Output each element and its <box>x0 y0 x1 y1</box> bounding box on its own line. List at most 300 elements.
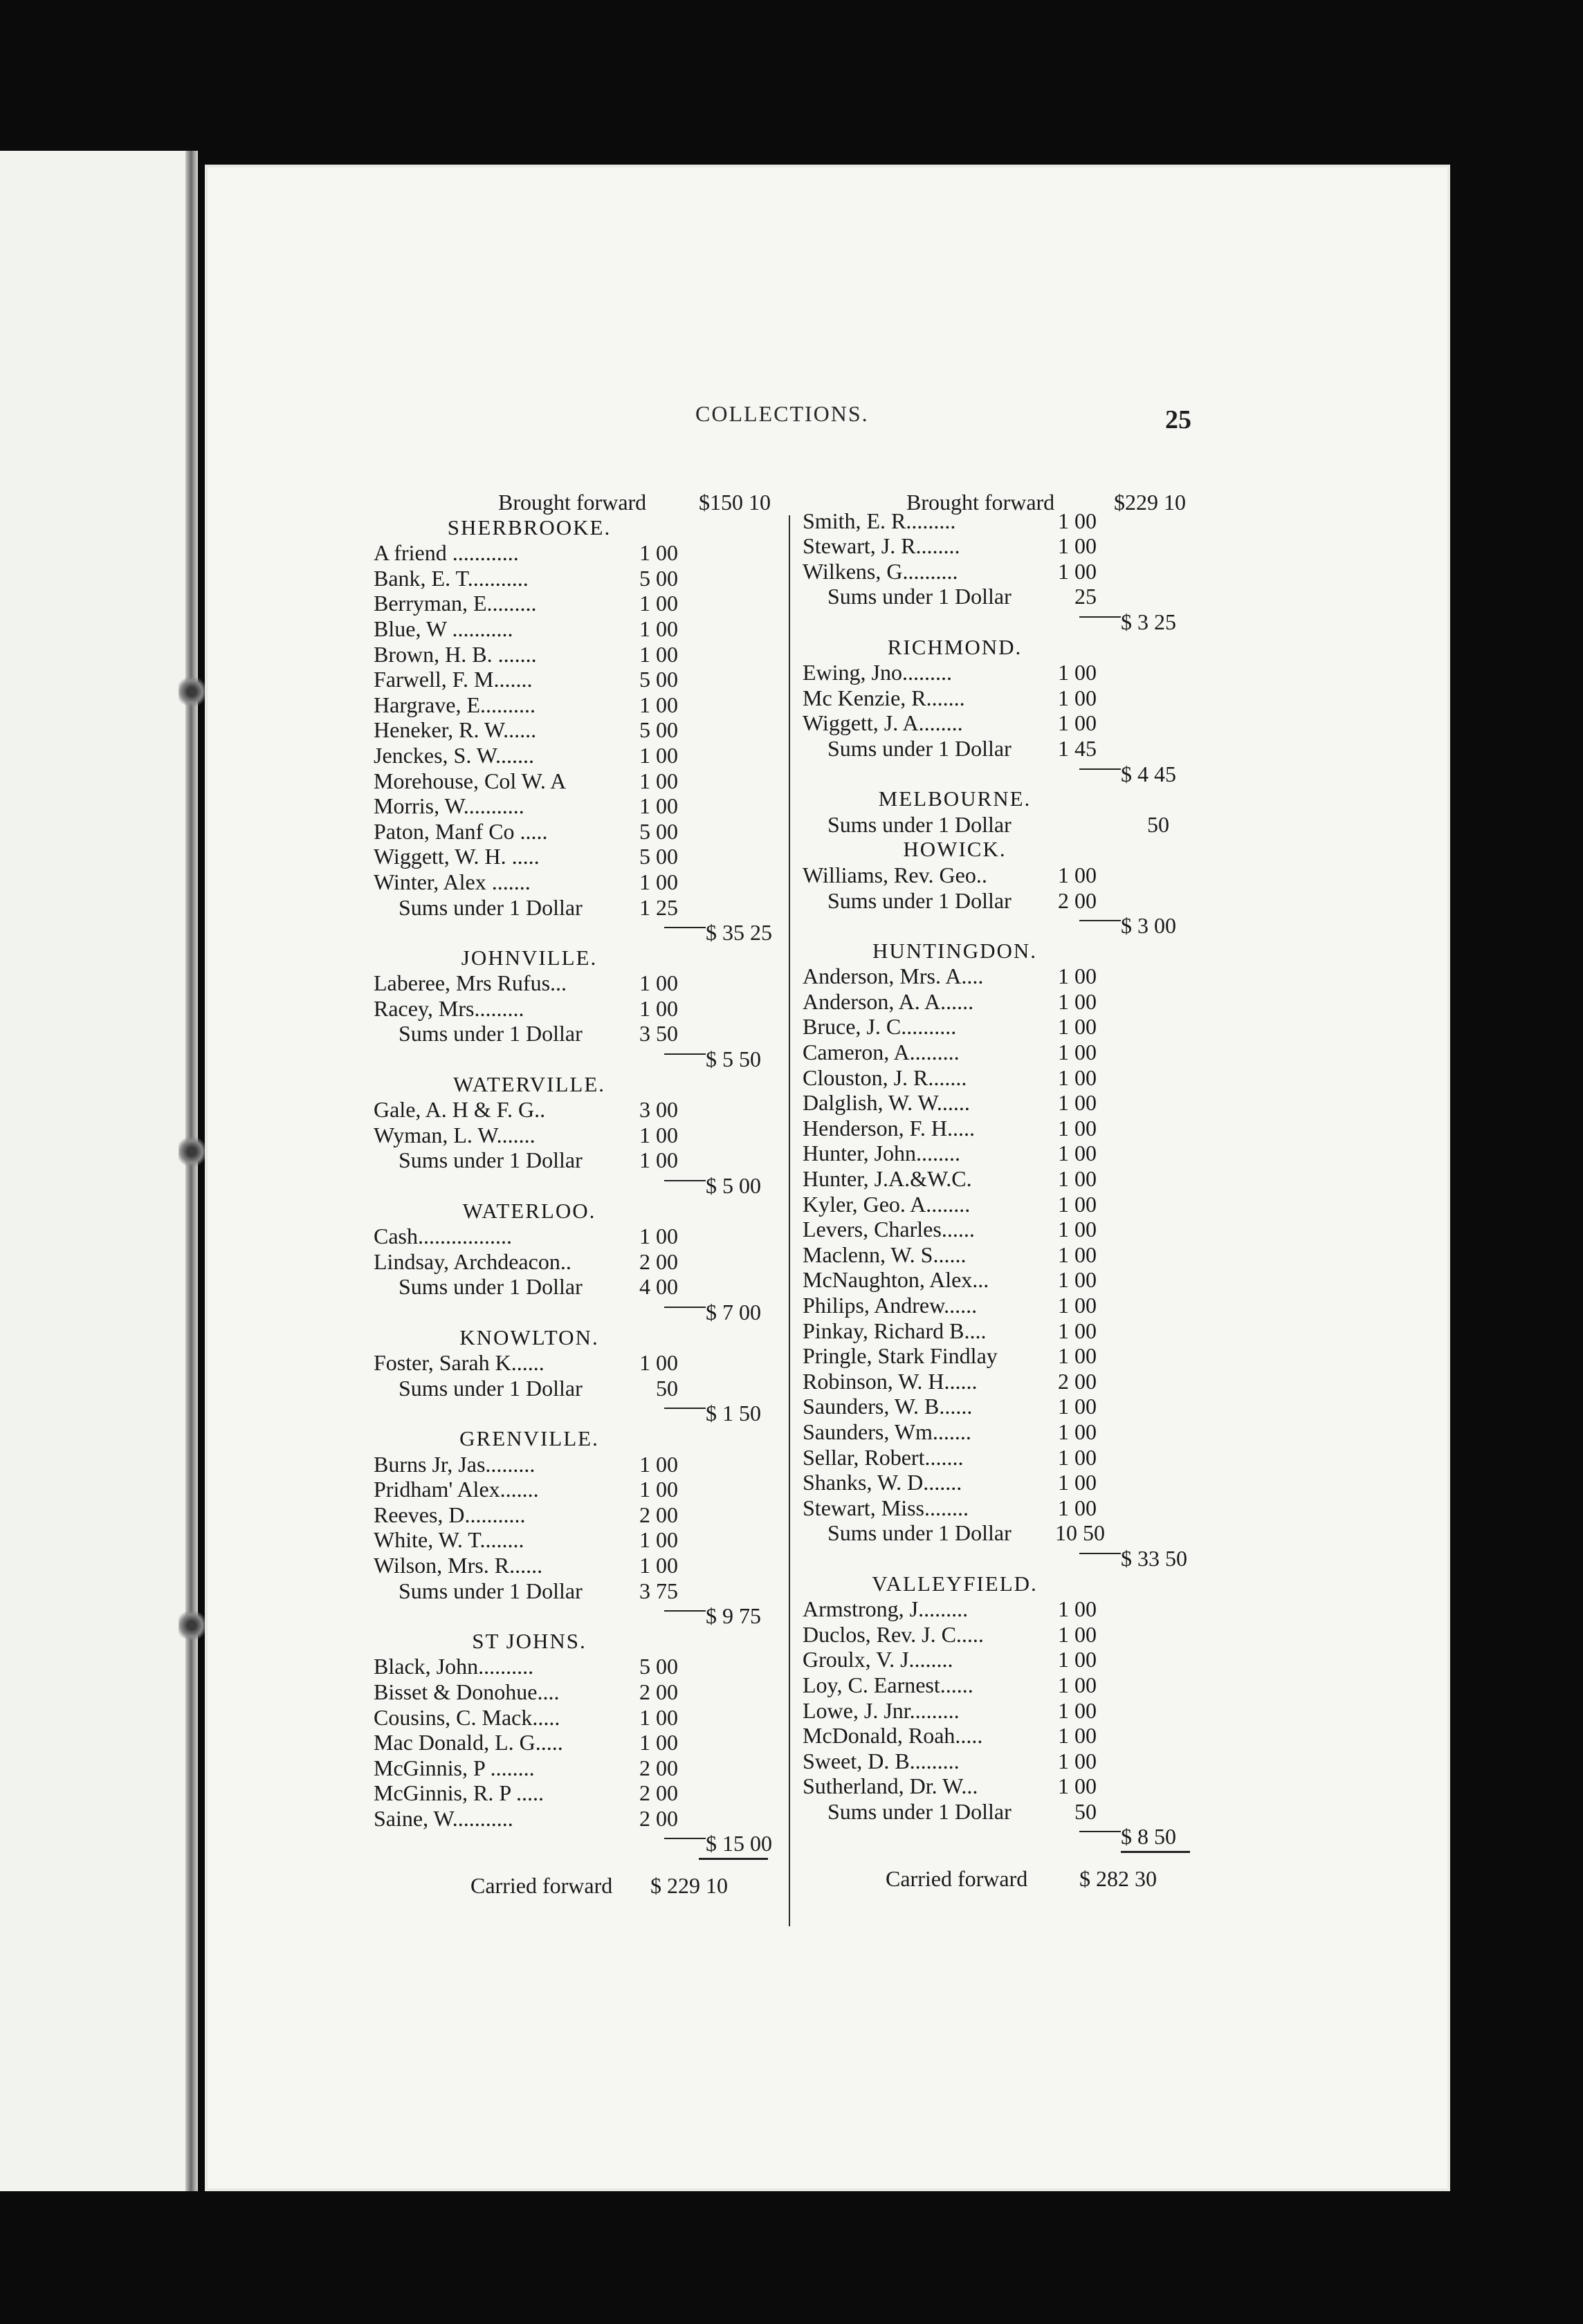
subtotal-rule <box>1079 768 1121 770</box>
contributor-name: Clouston, J. R....... <box>803 1064 967 1090</box>
contributor-name: Heneker, R. W...... <box>374 717 537 743</box>
carried-forward-label: Carried forward <box>470 1873 613 1899</box>
table-row <box>803 1065 1190 1091</box>
contribution-amount: 3 00 <box>639 1097 678 1123</box>
contributor-name: Sums under 1 Dollar <box>399 1147 583 1173</box>
contribution-amount: 1 00 <box>1058 1115 1097 1141</box>
table-row <box>374 1477 782 1502</box>
section-total: $ 3 00 <box>1121 913 1176 939</box>
subtotal-rule <box>664 1610 706 1612</box>
table-row <box>374 1780 782 1806</box>
section-heading: GRENVILLE. <box>459 1426 599 1450</box>
contribution-amount: 2 00 <box>639 1755 678 1780</box>
table-row <box>803 812 1190 838</box>
section-heading: ST JOHNS. <box>472 1628 587 1653</box>
contributor-name: Sums under 1 Dollar <box>399 1578 583 1603</box>
table-row <box>374 692 782 718</box>
section-heading: WATERLOO. <box>462 1198 596 1223</box>
table-row <box>374 970 782 996</box>
contribution-amount: 1 00 <box>1058 1723 1097 1749</box>
contribution-amount: 1 25 <box>639 894 678 920</box>
contribution-amount: 2 00 <box>639 1502 678 1527</box>
facing-page <box>0 151 195 2191</box>
section-total: $ 33 50 <box>1121 1545 1187 1571</box>
table-row <box>374 642 782 667</box>
table-row <box>803 1647 1190 1672</box>
contributor-name: Levers, Charles...... <box>803 1217 975 1242</box>
contributor-name: Kyler, Geo. A........ <box>803 1191 971 1217</box>
contribution-amount: 5 00 <box>639 844 678 869</box>
table-row <box>374 1578 782 1604</box>
contribution-amount: 10 50 <box>1055 1520 1105 1546</box>
table-row <box>803 1419 1190 1445</box>
table-row <box>803 1192 1190 1217</box>
section-heading: RICHMOND. <box>887 634 1023 659</box>
contribution-amount: 1 00 <box>1058 1166 1097 1192</box>
table-row <box>374 793 782 819</box>
table-row <box>374 895 782 921</box>
table-row <box>374 1249 782 1275</box>
contributor-name: Bank, E. T........... <box>374 565 529 591</box>
contributor-name: Anderson, A. A...... <box>803 988 974 1014</box>
contribution-amount: 5 00 <box>639 717 678 743</box>
subtotal-rule <box>1079 1553 1121 1554</box>
table-row <box>374 1755 782 1781</box>
section-subtotal <box>374 1046 782 1072</box>
contributor-name: Cameron, A......... <box>803 1040 960 1065</box>
contribution-amount: 2 00 <box>639 1805 678 1831</box>
contribution-amount: 1 00 <box>639 641 678 667</box>
contributor-name: Sums under 1 Dollar <box>827 1520 1012 1546</box>
table-row <box>374 996 782 1022</box>
contribution-amount: 5 00 <box>639 1654 678 1679</box>
brought-forward-value: $150 10 <box>699 490 771 515</box>
table-row <box>374 1123 782 1148</box>
contribution-amount: 1 00 <box>1058 1621 1097 1647</box>
contribution-amount: 1 00 <box>639 1350 678 1376</box>
contributor-name: Lindsay, Archdeacon.. <box>374 1248 571 1274</box>
table-row <box>803 1141 1190 1166</box>
contribution-amount: 1 00 <box>639 692 678 717</box>
contributor-name: Berryman, E......... <box>374 591 537 616</box>
table-row <box>803 1445 1190 1470</box>
contributor-name: Bisset & Donohue.... <box>374 1679 560 1704</box>
section-subtotal <box>803 1546 1190 1571</box>
binding-stitch <box>179 674 205 709</box>
contribution-amount: 1 00 <box>639 1477 678 1502</box>
section-total: $ 5 00 <box>706 1173 761 1199</box>
section-heading: WATERVILLE. <box>452 1071 606 1096</box>
contribution-amount: 1 00 <box>1058 1672 1097 1697</box>
section-subtotal <box>374 920 782 946</box>
contribution-amount: 1 00 <box>639 869 678 894</box>
section-subtotal <box>374 1603 782 1629</box>
contributor-name: Shanks, W. D....... <box>803 1470 962 1495</box>
contributor-name: Loy, C. Earnest...... <box>803 1672 973 1697</box>
section-heading: JOHNVILLE. <box>461 945 598 970</box>
contributor-name: Stewart, J. R........ <box>803 533 960 559</box>
contributor-name: Saine, W........... <box>374 1805 513 1831</box>
contribution-amount: 1 00 <box>1058 1217 1097 1242</box>
table-row <box>374 540 782 566</box>
subtotal-rule <box>1079 1831 1121 1832</box>
table-row <box>803 584 1190 609</box>
contributor-name: Reeves, D........... <box>374 1502 526 1527</box>
subtotal-rule <box>1079 920 1121 921</box>
contribution-amount: 2 00 <box>639 1679 678 1704</box>
section-subtotal <box>374 1401 782 1426</box>
table-row <box>803 963 1190 989</box>
contributor-name: Smith, E. R......... <box>803 508 956 533</box>
section-total: $ 15 00 <box>706 1831 772 1856</box>
table-row <box>803 863 1190 888</box>
table-row <box>803 1116 1190 1141</box>
contributor-name: Wiggett, J. A........ <box>803 710 963 736</box>
contribution-amount: 1 00 <box>639 616 678 641</box>
contribution-amount: 50 <box>656 1375 678 1401</box>
table-row <box>374 1274 782 1300</box>
table-row <box>374 1224 782 1249</box>
table-row <box>803 710 1190 736</box>
table-row <box>374 768 782 794</box>
contributor-name: Pridham' Alex....... <box>374 1477 539 1502</box>
contribution-amount: 1 00 <box>1058 1064 1097 1090</box>
contribution-amount: 1 00 <box>1058 862 1097 887</box>
carried-forward-label: Carried forward <box>886 1866 1028 1892</box>
contributor-name: Hargrave, E.......... <box>374 692 536 717</box>
table-row <box>803 1723 1190 1749</box>
carried-forward-value: $ 229 10 <box>650 1873 728 1899</box>
subtotal-rule <box>664 1408 706 1409</box>
contributor-name: McDonald, Roah..... <box>803 1723 983 1749</box>
table-row <box>374 1654 782 1679</box>
table-row <box>803 1040 1190 1065</box>
contributor-name: Sums under 1 Dollar <box>827 1798 1012 1824</box>
table-row <box>374 1679 782 1705</box>
table-row <box>803 1343 1190 1369</box>
table-row <box>803 1166 1190 1192</box>
table-row <box>374 566 782 591</box>
contributor-name: Saunders, W. B...... <box>803 1394 973 1419</box>
contributor-name: Hunter, John........ <box>803 1141 961 1166</box>
table-row <box>374 667 782 692</box>
section-subtotal <box>803 1824 1190 1850</box>
contributor-name: Dalglish, W. W...... <box>803 1090 970 1116</box>
subtotal-rule <box>664 927 706 928</box>
contributor-name: Maclenn, W. S...... <box>803 1242 967 1267</box>
section-heading: SHERBROOKE. <box>447 515 612 540</box>
table-row <box>803 1773 1190 1799</box>
contributor-name: Farwell, F. M....... <box>374 667 533 692</box>
contributor-name: McGinnis, P ........ <box>374 1755 535 1780</box>
contributor-name: Sellar, Robert....... <box>803 1444 964 1470</box>
subtotal-rule <box>664 1053 706 1055</box>
table-row <box>803 736 1190 762</box>
section-heading: HOWICK. <box>903 837 1007 862</box>
contribution-amount: 1 00 <box>1058 1014 1097 1040</box>
contribution-amount: 1 00 <box>1058 1697 1097 1723</box>
section-total: $ 35 25 <box>706 920 772 946</box>
section-total: $ 9 75 <box>706 1603 761 1629</box>
contribution-amount: 1 00 <box>639 1730 678 1755</box>
table-row <box>803 1622 1190 1648</box>
table-row <box>803 888 1190 914</box>
section-total: $ 4 45 <box>1121 761 1176 786</box>
contributor-name: Morris, W........... <box>374 793 524 819</box>
contribution-amount: 1 00 <box>1058 685 1097 710</box>
contribution-amount: 1 00 <box>1058 1141 1097 1166</box>
table-row <box>374 591 782 616</box>
contributor-name: Brown, H. B. ....... <box>374 641 537 667</box>
contributor-name: Saunders, Wm....... <box>803 1419 971 1444</box>
contributor-name: Anderson, Mrs. A.... <box>803 963 984 989</box>
contribution-amount: 1 00 <box>639 1147 678 1173</box>
contributor-name: Cousins, C. Mack..... <box>374 1704 560 1730</box>
contribution-amount: 1 00 <box>639 1704 678 1730</box>
table-row <box>374 616 782 642</box>
table-row <box>803 559 1190 584</box>
contribution-amount: 1 00 <box>1058 1444 1097 1470</box>
section-subtotal <box>803 609 1190 635</box>
table-row <box>803 1014 1190 1040</box>
contributor-name: Lowe, J. Jnr......... <box>803 1697 960 1723</box>
contribution-amount: 2 00 <box>639 1780 678 1806</box>
table-row <box>803 660 1190 685</box>
contribution-amount: 1 00 <box>1058 1090 1097 1116</box>
contribution-amount: 1 45 <box>1058 735 1097 761</box>
table-row <box>803 533 1190 559</box>
contribution-amount: 1 00 <box>1058 1191 1097 1217</box>
brought-forward-label: Brought forward <box>906 490 1055 515</box>
contribution-amount: 1 00 <box>639 970 678 996</box>
table-row <box>803 685 1190 711</box>
section-heading: MELBOURNE. <box>878 786 1032 811</box>
contribution-amount: 1 00 <box>639 995 678 1021</box>
brought-forward-row <box>374 490 782 515</box>
contributor-name: Mac Donald, L. G..... <box>374 1730 563 1755</box>
contributor-name: Racey, Mrs......... <box>374 995 524 1021</box>
contributor-name: Sums under 1 Dollar <box>399 1021 583 1046</box>
contribution-amount: 1 00 <box>1058 1293 1097 1318</box>
table-row <box>803 1672 1190 1698</box>
table-row <box>374 1350 782 1376</box>
contribution-amount: 1 00 <box>639 1451 678 1477</box>
contribution-amount: 1 00 <box>1058 1318 1097 1343</box>
table-row <box>374 1705 782 1731</box>
table-row <box>374 1553 782 1578</box>
brought-forward-value: $229 10 <box>1114 490 1186 515</box>
table-row <box>803 1293 1190 1318</box>
contributor-name: Sums under 1 Dollar <box>399 1375 583 1401</box>
section-total: 50 <box>1147 811 1169 837</box>
contribution-amount: 3 50 <box>639 1021 678 1046</box>
contribution-amount: 1 00 <box>1058 988 1097 1014</box>
contribution-amount: 1 00 <box>639 1552 678 1578</box>
table-row <box>803 1470 1190 1495</box>
table-row <box>374 717 782 743</box>
contribution-amount: 2 00 <box>1058 1368 1097 1394</box>
contribution-amount: 1 00 <box>639 793 678 819</box>
contribution-amount: 1 00 <box>639 742 678 768</box>
contribution-amount: 1 00 <box>639 591 678 616</box>
table-row <box>374 1730 782 1755</box>
section-heading: KNOWLTON. <box>459 1325 599 1349</box>
table-row <box>374 1021 782 1046</box>
table-row <box>374 1527 782 1553</box>
contributor-name: Burns Jr, Jas......... <box>374 1451 536 1477</box>
contributor-name: Sums under 1 Dollar <box>827 811 1012 837</box>
table-row <box>374 1806 782 1832</box>
table-row <box>374 1502 782 1528</box>
table-row <box>803 1394 1190 1419</box>
subtotal-rule <box>1079 616 1121 618</box>
right-column <box>803 490 1190 1897</box>
table-row <box>374 869 782 895</box>
contributor-name: Winter, Alex ....... <box>374 869 531 894</box>
contribution-amount: 1 00 <box>1058 1040 1097 1065</box>
total-rule <box>1121 1851 1190 1853</box>
contributor-name: Sums under 1 Dollar <box>399 1274 583 1300</box>
contribution-amount: 1 00 <box>639 1527 678 1553</box>
contributor-name: Philips, Andrew...... <box>803 1293 978 1318</box>
section-total: $ 5 50 <box>706 1046 761 1072</box>
contributor-name: Sums under 1 Dollar <box>827 584 1012 609</box>
contributor-name: White, W. T........ <box>374 1527 524 1553</box>
contributor-name: Wyman, L. W....... <box>374 1122 536 1147</box>
contribution-amount: 5 00 <box>639 818 678 844</box>
contribution-amount: 1 00 <box>1058 1394 1097 1419</box>
contribution-amount: 1 00 <box>1058 1773 1097 1799</box>
table-row <box>803 1090 1190 1116</box>
contribution-amount: 1 00 <box>1058 1495 1097 1520</box>
table-row <box>803 1495 1190 1521</box>
contributor-name: Cash................. <box>374 1224 512 1249</box>
section-subtotal <box>803 762 1190 787</box>
section-subtotal <box>374 1173 782 1199</box>
contribution-amount: 1 00 <box>1058 1647 1097 1672</box>
table-row <box>803 1520 1190 1546</box>
table-row <box>803 1318 1190 1344</box>
carried-forward-value: $ 282 30 <box>1079 1866 1157 1892</box>
table-row <box>374 1147 782 1173</box>
contribution-amount: 1 00 <box>1058 660 1097 685</box>
book-binding <box>185 151 198 2191</box>
table-row <box>803 1698 1190 1724</box>
contributor-name: Jenckes, S. W....... <box>374 742 534 768</box>
contributor-name: Gale, A. H & F. G.. <box>374 1097 546 1123</box>
contributor-name: Robinson, W. H...... <box>803 1368 978 1394</box>
section-heading: HUNTINGDON. <box>872 938 1038 963</box>
contribution-amount: 1 00 <box>639 540 678 566</box>
table-row <box>803 1799 1190 1825</box>
section-total: $ 1 50 <box>706 1401 761 1426</box>
contributor-name: Sweet, D. B......... <box>803 1748 960 1773</box>
contributor-name: Pinkay, Richard B.... <box>803 1318 987 1343</box>
page-number: 25 <box>1165 405 1191 434</box>
carried-forward-row <box>803 1855 1190 1897</box>
contribution-amount: 1 00 <box>1058 1343 1097 1369</box>
column-divider <box>789 515 790 1926</box>
contributor-name: Williams, Rev. Geo.. <box>803 862 987 887</box>
contribution-amount: 1 00 <box>639 768 678 793</box>
contributor-name: Morehouse, Col W. A <box>374 768 567 793</box>
contributor-name: Bruce, J. C.......... <box>803 1014 957 1040</box>
contribution-amount: 1 00 <box>1058 1242 1097 1267</box>
contribution-amount: 1 00 <box>1058 533 1097 559</box>
section-total: $ 3 25 <box>1121 609 1176 634</box>
contribution-amount: 1 00 <box>1058 558 1097 584</box>
contributor-name: Duclos, Rev. J. C..... <box>803 1621 984 1647</box>
contributor-name: McGinnis, R. P ..... <box>374 1780 544 1806</box>
contribution-amount: 1 00 <box>1058 963 1097 989</box>
contributor-name: Wilkens, G.......... <box>803 558 958 584</box>
section-heading: VALLEYFIELD. <box>872 1571 1038 1596</box>
contributor-name: Sums under 1 Dollar <box>827 887 1012 913</box>
total-rule <box>699 1858 768 1860</box>
contributor-name: Hunter, J.A.&W.C. <box>803 1166 972 1192</box>
table-row <box>803 1267 1190 1293</box>
contributor-name: Pringle, Stark Findlay <box>803 1343 998 1369</box>
section-subtotal <box>374 1300 782 1325</box>
table-row <box>803 508 1190 534</box>
contribution-amount: 2 00 <box>1058 887 1097 913</box>
table-row <box>803 1749 1190 1774</box>
contribution-amount: 5 00 <box>639 565 678 591</box>
contributor-name: Sums under 1 Dollar <box>399 894 583 920</box>
contributor-name: Wiggett, W. H. ..... <box>374 844 540 869</box>
contributor-name: Ewing, Jno......... <box>803 660 952 685</box>
contributor-name: A friend ............ <box>374 540 519 566</box>
table-row <box>803 1217 1190 1242</box>
table-row <box>374 1097 782 1123</box>
table-row <box>803 1242 1190 1268</box>
contribution-amount: 1 00 <box>1058 508 1097 533</box>
table-row <box>374 1452 782 1477</box>
contribution-amount: 2 00 <box>639 1248 678 1274</box>
table-row <box>374 1376 782 1401</box>
contribution-amount: 1 00 <box>1058 1419 1097 1444</box>
contributor-name: Mc Kenzie, R....... <box>803 685 965 710</box>
contribution-amount: 50 <box>1074 1798 1097 1824</box>
contributor-name: Sums under 1 Dollar <box>827 735 1012 761</box>
contribution-amount: 1 00 <box>1058 710 1097 736</box>
contributor-name: Paton, Manf Co ..... <box>374 818 548 844</box>
table-row <box>803 1596 1190 1622</box>
contributor-name: Blue, W ........... <box>374 616 513 641</box>
subtotal-rule <box>664 1307 706 1308</box>
table-row <box>803 989 1190 1015</box>
subtotal-rule <box>664 1838 706 1839</box>
section-subtotal <box>803 913 1190 939</box>
brought-forward-label: Brought forward <box>498 490 647 515</box>
table-row <box>374 743 782 768</box>
contributor-name: Armstrong, J......... <box>803 1596 969 1622</box>
contributor-name: Groulx, V. J........ <box>803 1647 953 1672</box>
binding-stitch <box>179 1608 205 1643</box>
contribution-amount: 1 00 <box>1058 1748 1097 1773</box>
section-total: $ 8 50 <box>1121 1824 1176 1850</box>
contributor-name: Black, John.......... <box>374 1654 534 1679</box>
contributor-name: Stewart, Miss........ <box>803 1495 969 1520</box>
table-row <box>803 1369 1190 1394</box>
table-row <box>374 844 782 869</box>
contributor-name: Wilson, Mrs. R...... <box>374 1552 543 1578</box>
running-title: COLLECTIONS. <box>695 401 869 426</box>
carried-forward-row <box>374 1862 782 1903</box>
table-row <box>374 819 782 845</box>
subtotal-rule <box>664 1180 706 1181</box>
contribution-amount: 1 00 <box>639 1224 678 1249</box>
